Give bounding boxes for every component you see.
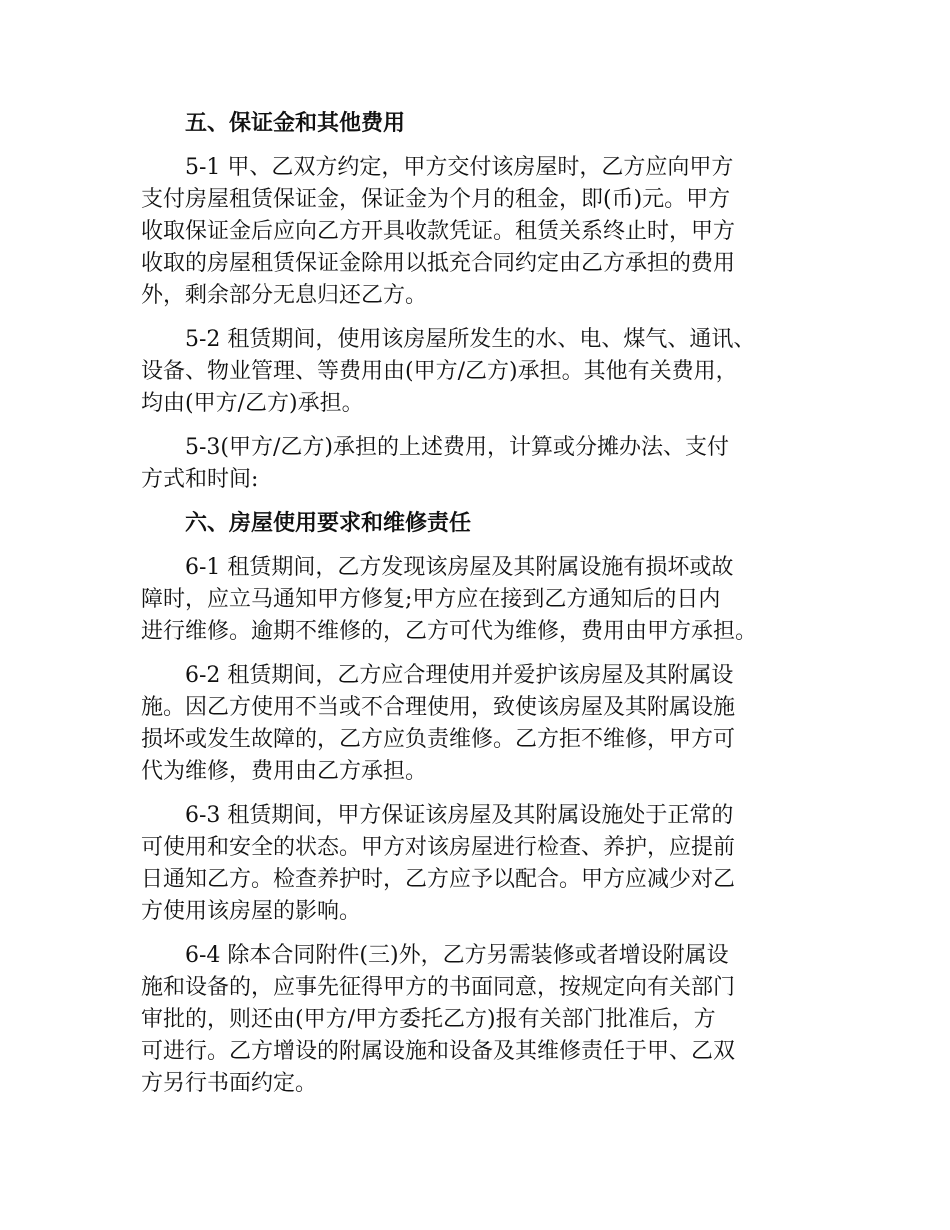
text-line: 6-4 除本合同附件(三)外，乙方另需装修或者增设附属设	[185, 943, 729, 968]
text-line: 审批的，则还由(甲方/甲方委托乙方)报有关部门批准后，方	[141, 1007, 716, 1032]
text-line: 施和设备的，应事先征得甲方的书面同意，按规定向有关部门	[141, 975, 736, 1000]
text-line: 5-1 甲、乙双方约定，甲方交付该房屋时，乙方应向甲方	[185, 155, 734, 180]
text-line: 施。因乙方使用不当或不合理使用，致使该房屋及其附属设施	[141, 695, 736, 720]
text-line: 日通知乙方。检查养护时，乙方应予以配合。甲方应减少对乙	[141, 867, 736, 892]
text-line: 收取的房屋租赁保证金除用以抵充合同约定由乙方承担的费用	[141, 251, 736, 276]
text-line: 损坏或发生故障的，乙方应负责维修。乙方拒不维修，甲方可	[141, 727, 736, 752]
text-line: 方另行书面约定。	[141, 1071, 318, 1096]
text-line: 方式和时间:	[141, 467, 259, 492]
text-line: 可使用和安全的状态。甲方对该房屋进行检查、养护，应提前	[141, 835, 736, 860]
text-line: 6-2 租赁期间，乙方应合理使用并爱护该房屋及其附属设	[185, 663, 734, 688]
clause-5-2	[141, 324, 826, 420]
text-line: 支付房屋租赁保证金，保证金为个月的租金，即(币)元。甲方	[141, 187, 731, 212]
text-line: 6-1 租赁期间，乙方发现该房屋及其附属设施有损坏或故	[185, 555, 734, 580]
text-line: 设备、物业管理、等费用由(甲方/乙方)承担。其他有关费用，	[141, 359, 738, 384]
text-line: 5-2 租赁期间，使用该房屋所发生的水、电、煤气、通讯、	[185, 327, 756, 352]
document-page	[141, 108, 826, 1112]
clause-6-2	[141, 660, 826, 788]
text-line: 外，剩余部分无息归还乙方。	[141, 283, 428, 308]
text-line: 代为维修，费用由乙方承担。	[141, 759, 428, 784]
section-heading-6: 六、房屋使用要求和维修责任	[185, 511, 472, 536]
clause-6-3	[141, 800, 826, 928]
clause-5-3	[141, 432, 826, 496]
text-line: 收取保证金后应向乙方开具收款凭证。租赁关系终止时，甲方	[141, 219, 736, 244]
text-line: 障时，应立马通知甲方修复;甲方应在接到乙方通知后的日内	[141, 587, 721, 612]
clause-6-1	[141, 552, 826, 648]
text-line: 可进行。乙方增设的附属设施和设备及其维修责任于甲、乙双	[141, 1039, 736, 1064]
clause-5-1	[141, 152, 826, 312]
clause-6-4	[141, 940, 826, 1100]
text-line: 方使用该房屋的影响。	[141, 899, 362, 924]
text-line: 均由(甲方/乙方)承担。	[141, 391, 364, 416]
text-line: 6-3 租赁期间，甲方保证该房屋及其附属设施处于正常的	[185, 803, 734, 828]
text-line: 进行维修。逾期不维修的，乙方可代为维修，费用由甲方承担。	[141, 619, 758, 644]
text-line: 5-3(甲方/乙方)承担的上述费用，计算或分摊办法、支付	[185, 435, 730, 460]
section-heading-5: 五、保证金和其他费用	[185, 111, 406, 136]
